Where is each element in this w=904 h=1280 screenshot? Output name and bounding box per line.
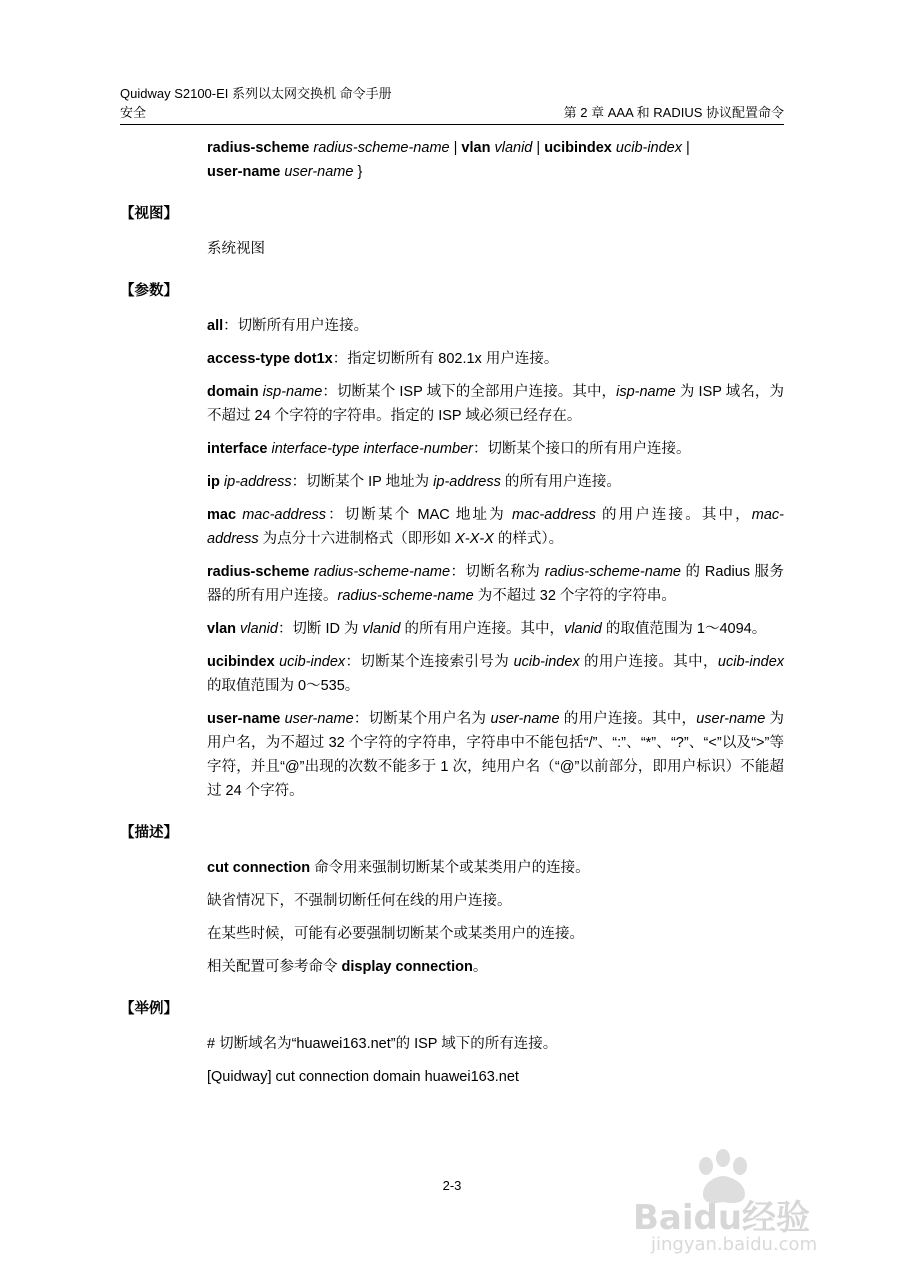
desc-keyword: display connection (341, 959, 473, 975)
param-desc: 为 ISP 域名，为不超过 24 个字符的字符串。指定的 ISP 域必须已经存在。 (207, 384, 784, 424)
header-divider (120, 124, 784, 125)
param-desc: ：切断某个 IP 地址为 (291, 474, 434, 490)
desc-line-2: 缺省情况下，不强制切断任何在线的用户连接。 (207, 893, 512, 909)
syntax-argument: user-name (284, 164, 354, 180)
param-desc: 的取值范围为 0～535。 (207, 678, 360, 694)
param-desc: 的用户连接。其中， (595, 507, 752, 523)
param-keyword: mac (207, 507, 237, 523)
view-text: 系统视图 (207, 241, 265, 257)
desc-line-1 (207, 856, 784, 880)
param-keyword: ip (207, 474, 220, 490)
param-desc: 为用户名，为不超过 32 个字符的字符串，字符串中不能包括“/”、“:”、“*”、“?”、“<”以及“>”等字符，并且“@”出现的次数不能多于 1 次，纯用户名（“@”以前部分，即用户标识）不能超过 24 个字符。 (207, 711, 785, 799)
param-desc: 的取值范围为 1～4094。 (601, 621, 767, 637)
desc-text: 命令用来强制切断某个或某类用户的连接。 (310, 860, 590, 876)
param-argument: X-X-X (455, 531, 494, 547)
header-product-title: Quidway S2100-EI 系列以太网交换机 命令手册 (120, 86, 392, 101)
header-chapter: 第 2 章 AAA 和 RADIUS 协议配置命令 (563, 105, 784, 120)
param-desc: ：切断 ID 为 (277, 621, 363, 637)
param-desc: ：指定切断所有 802.1x 用户连接。 (332, 351, 559, 367)
param-argument: isp-name (616, 384, 676, 400)
desc-text: 。 (472, 959, 488, 975)
param-desc: ：切断某个 MAC 地址为 (326, 507, 513, 523)
param-user-name (207, 707, 784, 803)
param-argument: ip-address (433, 474, 501, 490)
param-argument: radius-scheme-name (544, 564, 681, 580)
param-keyword: access-type dot1x (207, 351, 333, 367)
param-interface (207, 437, 784, 461)
param-argument: mac-address (207, 507, 784, 547)
param-argument: vlanid (563, 621, 602, 637)
param-desc: ：切断名称为 (450, 564, 545, 580)
param-desc: ：切断所有用户连接。 (223, 318, 369, 334)
param-argument: isp-name (262, 384, 323, 400)
param-desc: 为点分十六进制格式（即形如 (258, 531, 456, 547)
param-desc: 的 Radius 服务器的所有用户连接。 (207, 564, 785, 604)
syntax-keyword: radius-scheme (207, 140, 310, 156)
param-keyword: user-name (207, 711, 281, 727)
syntax-separator: } (353, 164, 363, 180)
param-desc: ：切断某个用户名为 (353, 711, 491, 727)
param-ucibindex (207, 650, 784, 698)
param-vlan (207, 617, 784, 641)
param-argument: ucib-index (279, 654, 346, 670)
param-argument: interface-type interface-number (271, 441, 473, 457)
param-argument: radius-scheme-name (337, 588, 474, 604)
param-desc: ：切断某个 ISP 域下的全部用户连接。其中， (322, 384, 617, 400)
param-keyword: all (207, 318, 224, 334)
param-argument: mac-address (242, 507, 327, 523)
param-domain (207, 380, 784, 428)
param-desc: ：切断某个接口的所有用户连接。 (472, 441, 691, 457)
param-argument: user-name (490, 711, 560, 727)
syntax-separator: | (532, 140, 545, 156)
page-number: 2-3 (442, 1178, 462, 1193)
param-keyword: radius-scheme (207, 564, 310, 580)
param-argument: user-name (696, 711, 766, 727)
example-comment: # 切断域名为“huawei163.net”的 ISP 域下的所有连接。 (207, 1036, 558, 1052)
section-heading-view: 【视图】 (120, 206, 178, 222)
syntax-argument: radius-scheme-name (313, 140, 450, 156)
param-argument: ip-address (223, 474, 292, 490)
param-desc: ：切断某个连接索引号为 (345, 654, 514, 670)
param-ip (207, 470, 784, 494)
param-argument: ucib-index (513, 654, 580, 670)
param-keyword: domain (207, 384, 259, 400)
param-desc: 的所有用户连接。其中， (400, 621, 564, 637)
param-argument: vlanid (240, 621, 278, 637)
param-argument: mac-address (512, 507, 596, 523)
desc-line-3: 在某些时候，可能有必要强制切断某个或某类用户的连接。 (207, 926, 584, 942)
header-volume: 安全 (120, 105, 147, 120)
syntax-keyword: user-name (207, 164, 281, 180)
desc-text: 相关配置可参考命令 (207, 959, 342, 975)
param-keyword: vlan (207, 621, 237, 637)
baidu-jingyan-watermark (633, 1148, 848, 1268)
desc-line-4 (207, 955, 784, 979)
param-keyword: ucibindex (207, 654, 275, 670)
watermark-brand: Baidu经验 (633, 1198, 811, 1238)
param-all (207, 314, 784, 338)
param-desc: 的所有用户连接。 (500, 474, 621, 490)
param-desc: 为不超过 32 个字符的字符串。 (473, 588, 676, 604)
syntax-separator: | (682, 140, 690, 156)
watermark-url: jingyan.baidu.com (651, 1234, 818, 1255)
syntax-keyword: ucibindex (544, 140, 612, 156)
param-desc: 的样式）。 (493, 531, 564, 547)
param-argument: vlanid (362, 621, 401, 637)
syntax-keyword: vlan (461, 140, 491, 156)
desc-keyword: cut connection (207, 860, 311, 876)
syntax-argument: vlanid (494, 140, 533, 156)
param-mac (207, 503, 784, 551)
header-left (120, 84, 392, 122)
param-argument: user-name (284, 711, 354, 727)
example-command: [Quidway] cut connection domain huawei163.net (207, 1069, 519, 1085)
param-keyword: interface (207, 441, 268, 457)
section-heading-desc: 【描述】 (120, 825, 178, 841)
param-radius-scheme (207, 560, 784, 608)
section-heading-example: 【举例】 (120, 1001, 178, 1017)
param-access-type (207, 347, 784, 371)
command-syntax-continuation (207, 136, 784, 184)
main-content (120, 136, 784, 1089)
param-argument: ucib-index (717, 654, 785, 670)
syntax-separator: | (449, 140, 462, 156)
param-desc: 的用户连接。其中， (559, 711, 697, 727)
param-desc: 的用户连接。其中， (579, 654, 718, 670)
section-heading-params: 【参数】 (120, 283, 178, 299)
syntax-argument: ucib-index (615, 140, 682, 156)
param-argument: radius-scheme-name (313, 564, 451, 580)
